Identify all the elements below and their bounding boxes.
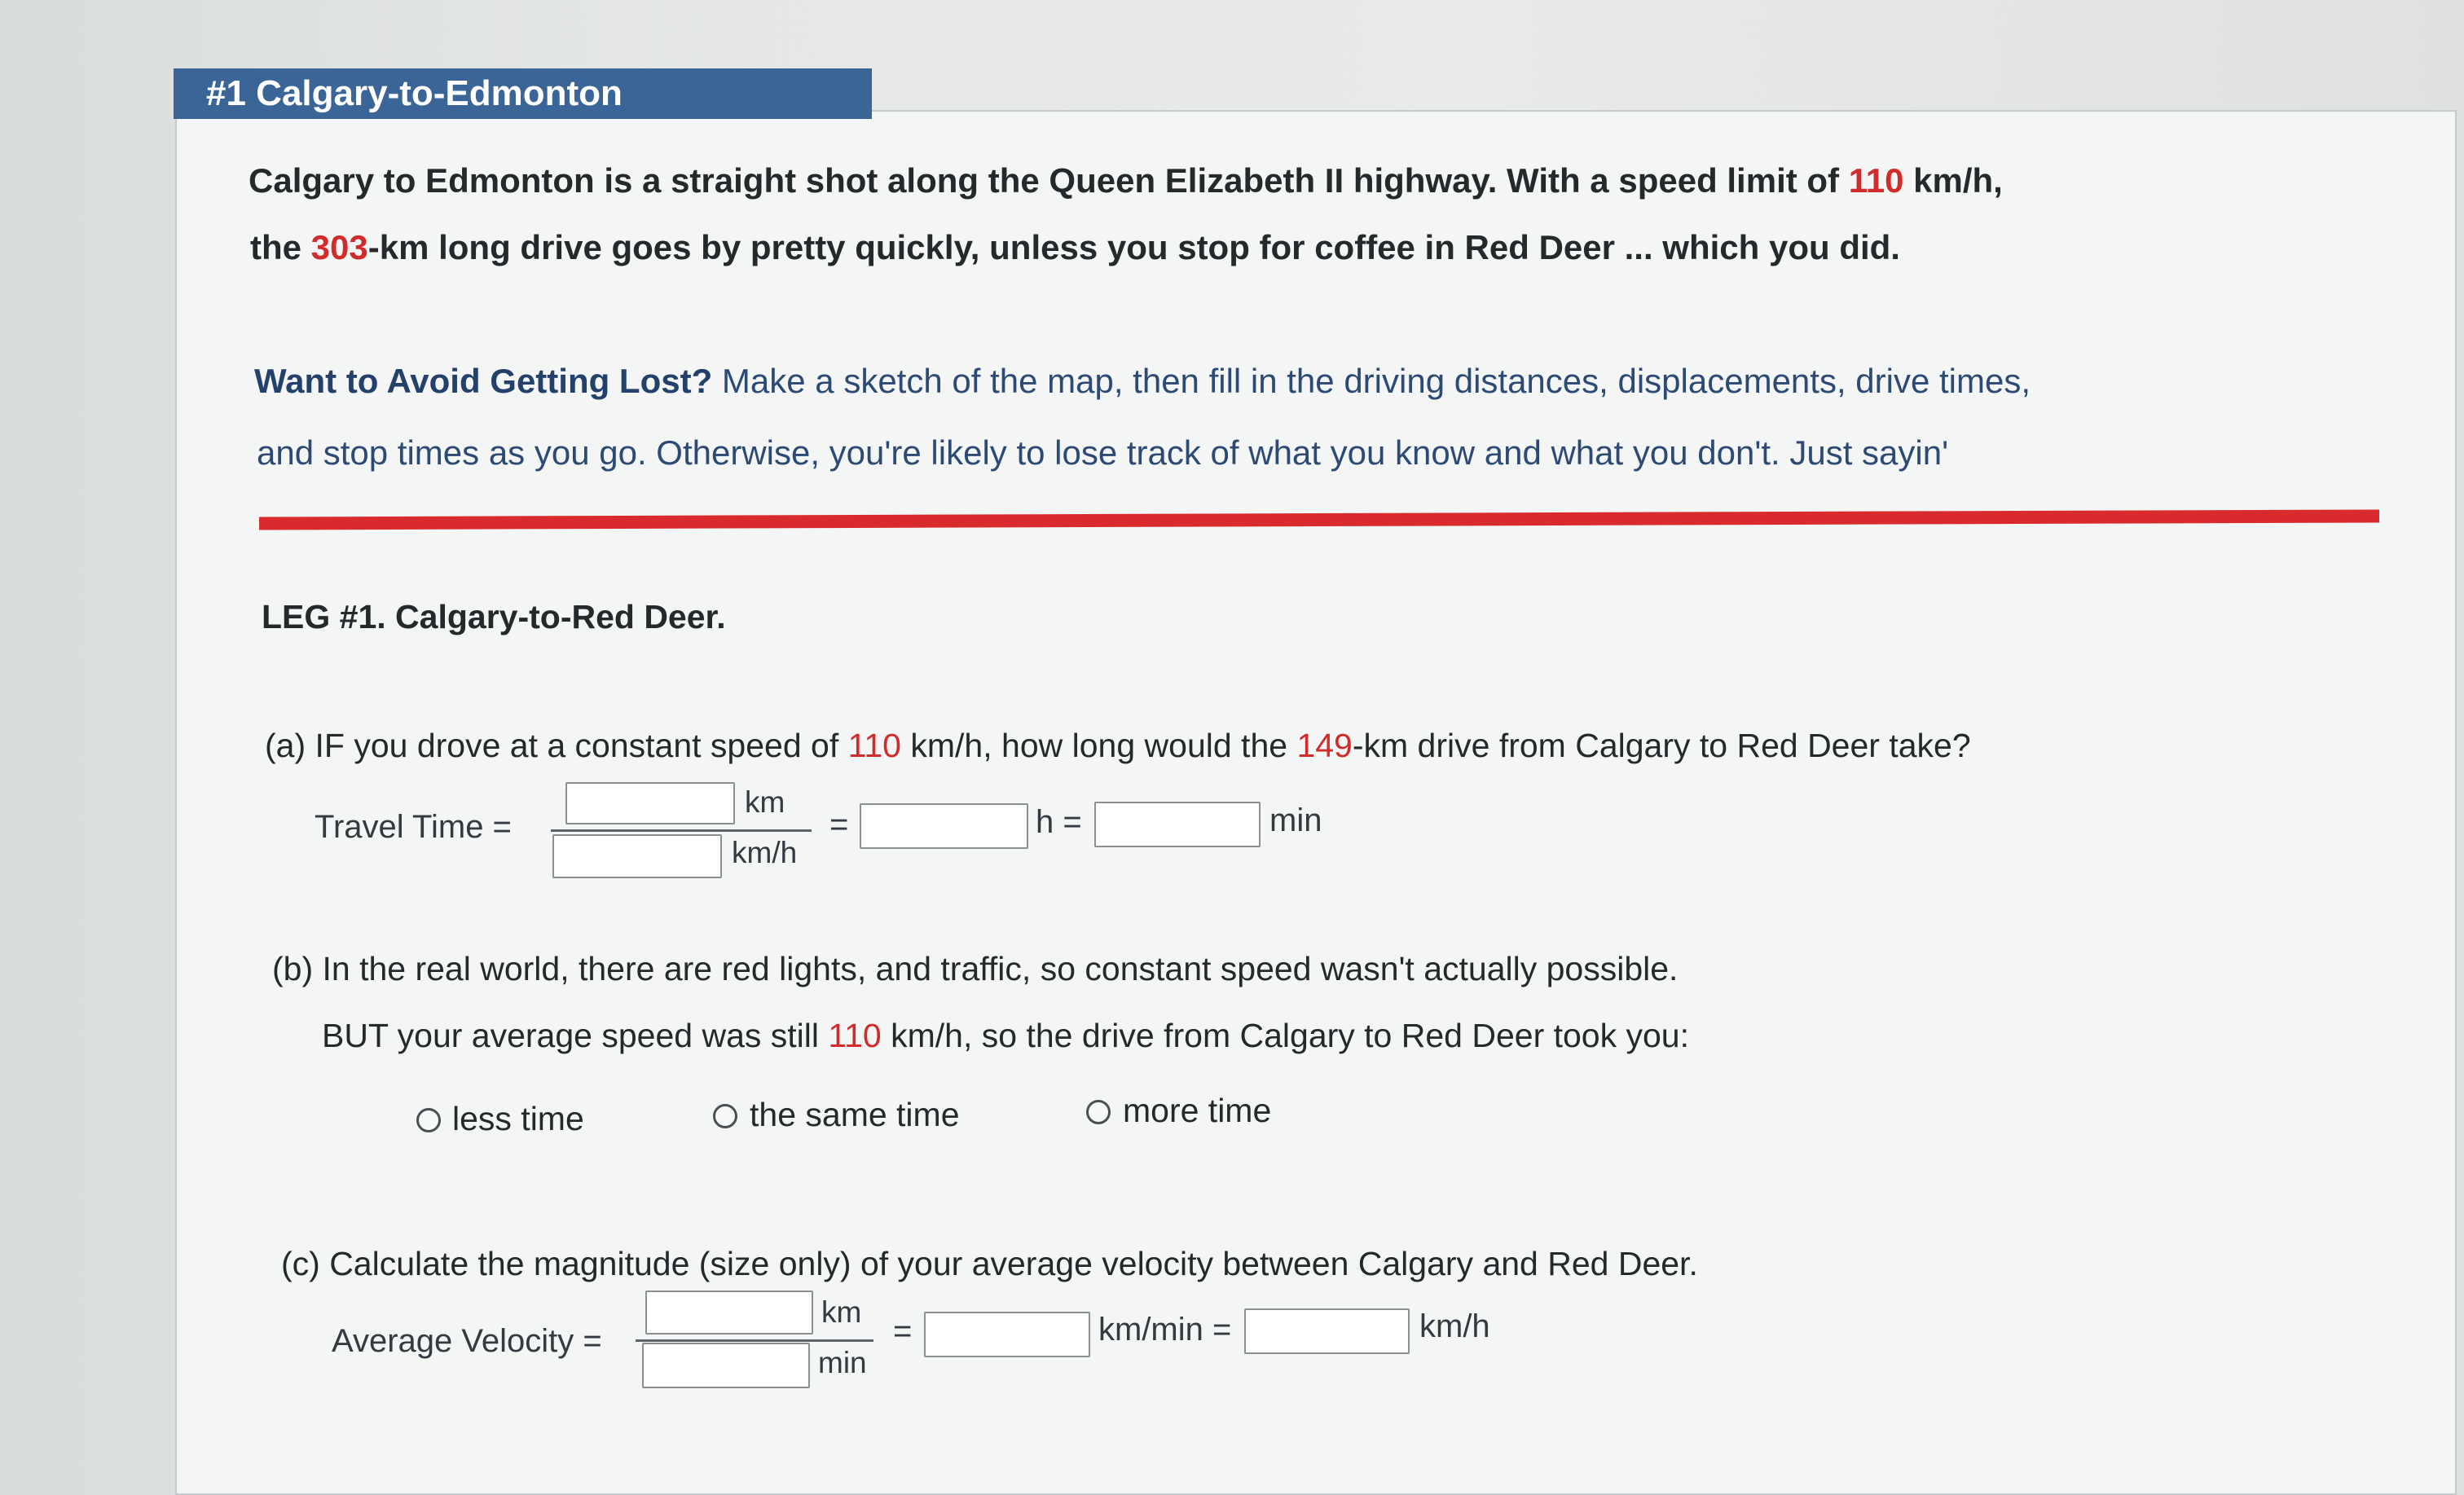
part-b-line-1: (b) In the real world, there are red lights, and traffic, so constant speed wasn't actually possible. — [272, 950, 1679, 987]
km-per-h-unit: km/h — [1419, 1308, 1490, 1344]
velocity-equals: = — [893, 1313, 913, 1349]
travel-time-minutes-input[interactable] — [1094, 802, 1261, 847]
advice-line-1: Want to Avoid Getting Lost? Make a sketch of the map, then fill in the driving distances, displacements, drive times, — [254, 362, 2031, 400]
part-b-line-2: BUT your average speed was still 110 km/h, so the drive from Calgary to Red Deer took you: — [322, 1017, 1689, 1054]
velocity-km-per-h-input[interactable] — [1244, 1308, 1410, 1354]
intro-line-1: Calgary to Edmonton is a straight shot along the Queen Elizabeth II highway. With a speed limit of 110 km/h, — [249, 161, 2003, 200]
velocity-numerator-unit: km — [821, 1295, 862, 1329]
speed-limit-value: 110 — [1848, 161, 1904, 200]
velocity-km-per-min-input[interactable] — [924, 1312, 1090, 1357]
advice-line-2: and stop times as you go. Otherwise, you're likely to lose track of what you know and what you don't. Just sayin' — [257, 433, 1949, 472]
travel-time-denominator-input[interactable] — [552, 834, 722, 878]
option-less-time-label[interactable]: less time — [452, 1100, 584, 1137]
travel-time-label: Travel Time = — [315, 809, 512, 845]
travel-time-fraction-bar — [551, 829, 812, 832]
part-b-speed: 110 — [828, 1017, 882, 1054]
question-title: #1 Calgary-to-Edmonton — [174, 68, 872, 119]
hours-unit: h = — [1036, 804, 1082, 840]
km-per-min-unit: km/min = — [1098, 1312, 1232, 1348]
leg1-title: LEG #1. Calgary-to-Red Deer. — [262, 598, 726, 635]
part-a-distance: 149 — [1296, 727, 1353, 764]
travel-time-denominator-unit: km/h — [732, 836, 798, 869]
velocity-denominator-input[interactable] — [642, 1343, 810, 1388]
travel-time-hours-input[interactable] — [860, 803, 1028, 849]
velocity-denominator-unit: min — [818, 1346, 867, 1379]
part-a-speed: 110 — [847, 727, 901, 764]
velocity-numerator-input[interactable] — [645, 1291, 813, 1335]
minutes-unit: min — [1269, 802, 1322, 838]
part-a-question: (a) IF you drove at a constant speed of 110 km/h, how long would the 149-km drive from Calgary to Red Deer take? — [265, 727, 1971, 764]
radio-more-time[interactable] — [1086, 1100, 1111, 1124]
radio-less-time[interactable] — [416, 1108, 441, 1132]
travel-time-numerator-input[interactable] — [565, 782, 735, 824]
option-same-time-label[interactable]: the same time — [750, 1096, 960, 1133]
advice-lead: Want to Avoid Getting Lost? — [254, 362, 713, 400]
travel-time-numerator-unit: km — [745, 785, 785, 819]
radio-same-time[interactable] — [713, 1104, 737, 1128]
travel-time-equals: = — [829, 807, 849, 842]
velocity-fraction-bar — [636, 1339, 873, 1342]
average-velocity-label: Average Velocity = — [332, 1323, 602, 1359]
part-c-question: (c) Calculate the magnitude (size only) of your average velocity between Calgary and Red Deer. — [281, 1245, 1698, 1282]
intro-line-2: the 303-km long drive goes by pretty quickly, unless you stop for coffee in Red Deer ... which you did. — [250, 228, 1900, 266]
option-more-time-label[interactable]: more time — [1123, 1092, 1272, 1129]
total-distance-value: 303 — [310, 228, 368, 266]
